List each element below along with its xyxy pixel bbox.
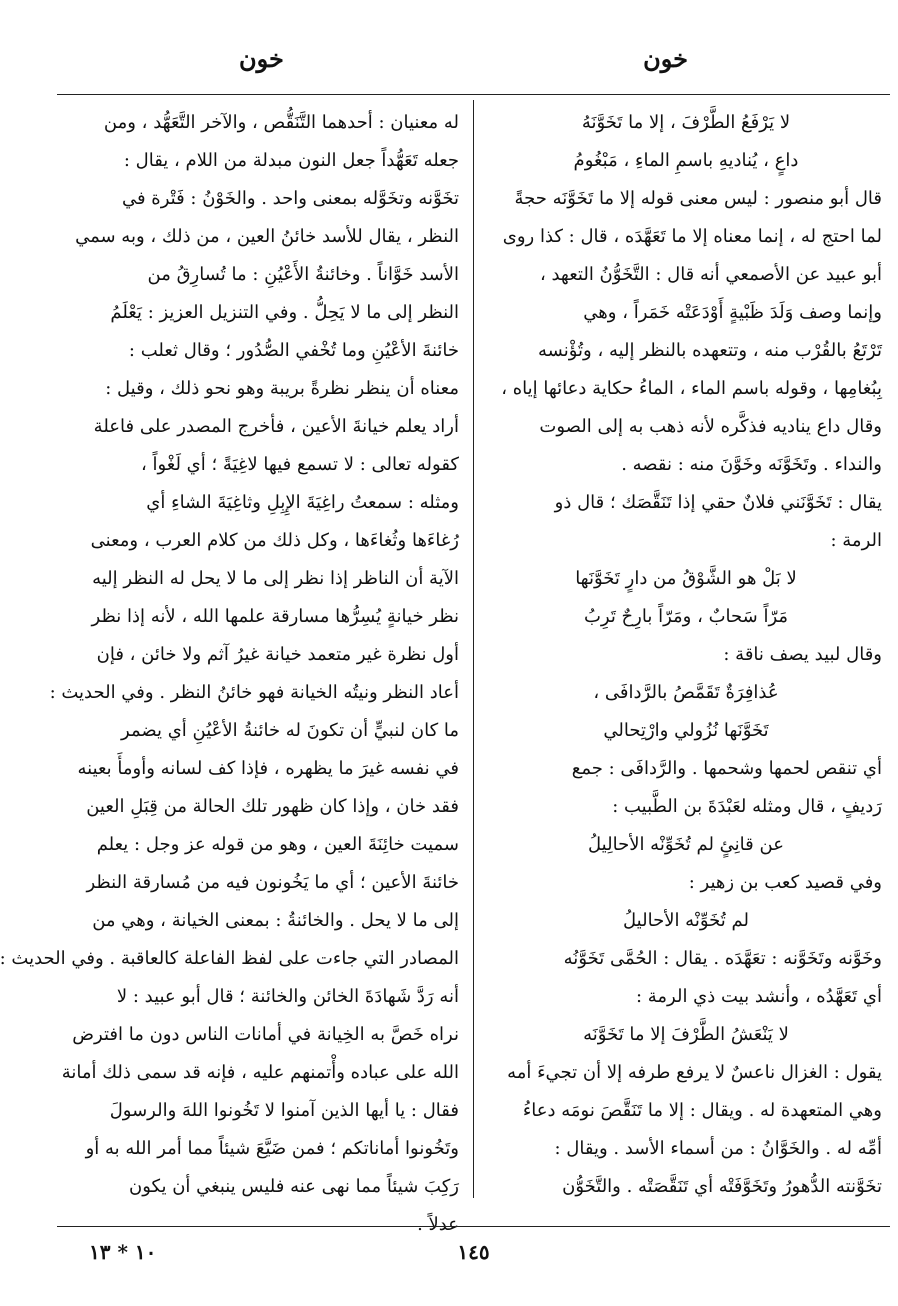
text-line: والنداء . وتَخَوَّنَه وخَوَّنَ منه : نقصه . xyxy=(621,454,882,475)
verse-line: لم تُخَوِّنْه الأحاليلُ xyxy=(623,910,749,931)
text-line: رُغاءَها وثُغاءَها ، وكل ذلك من كلام العرب ، ومعنى xyxy=(90,530,459,551)
header-word-left: خون xyxy=(239,44,284,73)
text-line: النظر ، يقال للأسد خائنُ العين ، من ذلك ، وبه سمي xyxy=(75,226,459,247)
text-line: نظر خيانةٍ يُسِرُّها مسارقة علمها الله ، لأنه إذا نظر xyxy=(91,606,459,627)
verse-line: عُذافِرَةٌ تَقَمَّصُ بالرَّدافَى ، xyxy=(593,682,779,703)
text-line: أنه رَدَّ شَهادَةَ الخائن والخائنة ؛ قال أبو عبيد : لا xyxy=(116,986,459,1007)
text-line: ومثله : سمعتُ راغِيَةَ الإِبِلِ وثاغِيَةَ الشاءِ أي xyxy=(146,492,459,513)
text-line: يقول : الغزال ناعسٌ لا يرفع طرفه إلا أن تجيءَ أمه xyxy=(507,1062,882,1083)
text-line: أي تنقص لحمها وشحمها . والرَّدافَى : جمع xyxy=(571,758,882,779)
text-line: تَرْتَعُ بالقُرْب منه ، وتتعهده بالنظر إليه ، وتُؤْنسه xyxy=(538,340,882,361)
text-line: وهي المتعهدة له . ويقال : إلا ما تَنَقَّصَ نومَه دعاءُ xyxy=(522,1100,882,1121)
text-line: خائنةَ الأعْيُنِ وما تُخْفي الصُّدُور ؛ وقال ثعلب : xyxy=(128,340,459,361)
left-column xyxy=(0,104,459,1244)
text-line: أول نظرة غير متعمد خيانة غيرُ آثم ولا خائن ، فإن xyxy=(96,644,459,665)
text-line: سميت خائِنَةَ العين ، وهو من قوله عز وجل : يعلم xyxy=(96,834,459,855)
text-line: فقد خان ، وإذا كان ظهور تلك الحالة من قِبَلِ العين xyxy=(86,796,459,817)
verse-line: لا يَرْفَعُ الطَّرْفَ ، إلا ما تَخَوَّنَهُ xyxy=(581,112,791,133)
text-line: يقال : تَخَوَّنَني فلانٌ حقي إذا تَنَقَّصَك ؛ قال ذو xyxy=(554,492,882,513)
text-line: الرمة : xyxy=(830,530,882,551)
text-line: تخَوَّنته الدُّهورُ وتَخَوَّفَتْه أي تَنَقَّصَتْه . والتَّخَوُّن xyxy=(562,1176,882,1197)
text-line: أي تَعَهَّدُه ، وأنشد بيت ذي الرمة : xyxy=(635,986,882,1007)
text-line: معناه أن ينظر نظرةً بريبة وهو نحو ذلك ، وقيل : xyxy=(105,378,459,399)
column-divider xyxy=(473,100,474,1198)
verse-line: لا يَنْعَشُ الطَّرْفَ إلا ما تَخَوَّنَه xyxy=(583,1024,789,1045)
header-word-right: خون xyxy=(643,44,688,73)
text-line: أعاد النظر ونيتُه الخيانة فهو خائنُ النظر . وفي الحديث : xyxy=(49,682,459,703)
text-line: النظر إلى ما لا يَحِلُّ . وفي التنزيل العزيز : يَعْلَمُ xyxy=(110,302,459,323)
right-column xyxy=(490,104,882,1206)
text-line: رَكِبَ شيئاً مما نهى عنه فليس ينبغي أن يكون xyxy=(129,1176,459,1197)
text-line: وقال داع يناديه فذكَّره لأنه ذهب به إلى الصوت xyxy=(539,416,882,437)
text-line: رَديفٍ ، قال ومثله لعَبْدَةَ بن الطَّبيب : xyxy=(612,796,882,817)
text-line: أبو عبيد عن الأصمعي أنه قال : التَّخَوُّنُ التعهد ، xyxy=(539,264,882,285)
text-line: الله على عباده وأْتمنهم عليه ، فإنه قد سمى ذلك أمانة xyxy=(61,1062,459,1083)
text-line: كقوله تعالى : لا تسمع فيها لاغِيَةً ؛ أي لَغْواً ، xyxy=(140,454,459,475)
verse-line: مَرّاً سَحابٌ ، ومَرّاً بارِحٌ تَرِبُ xyxy=(583,606,789,627)
page-number: ١٤٥ xyxy=(457,1240,490,1264)
text-line: فقال : يا أيها الذين آمنوا لا تَخُونوا اللهَ والرسولَ xyxy=(109,1100,459,1121)
text-line: عدلاً . xyxy=(417,1214,459,1235)
text-line: وإنما وصف وَلَدَ ظَبْيةٍ أَوْدَعَتْه خَمَراً ، وهي xyxy=(583,302,882,323)
top-rule xyxy=(57,94,890,95)
signature-mark: ١٠ * ١٣ xyxy=(89,1240,157,1264)
text-line: الأسد خَوَّاناً . وخائنةُ الأَعْيُنِ : ما تُسارِقُ من xyxy=(147,264,459,285)
text-line: بِبُغامِها ، وقوله باسم الماء ، الماءُ حكاية دعائها إياه ، xyxy=(501,378,882,399)
text-line: جعله تَعَهُّداً جعل النون مبدلة من اللام ، يقال : xyxy=(123,150,459,171)
text-line: في نفسه غيرَ ما يظهره ، فإذا كف لسانه وأومأَ بعينه xyxy=(77,758,459,779)
text-line: أراد يعلم خيانةَ الأعين ، فأخرج المصدر على فاعلة xyxy=(93,416,459,437)
text-line: وفي قصيد كعب بن زهير : xyxy=(688,872,882,893)
text-line: قال أبو منصور : ليس معنى قوله إلا ما تَخَوَّنَه حجةً xyxy=(514,188,882,209)
text-line: إلى ما لا يحل . والخائنةُ : بمعنى الخيانة ، وهي من xyxy=(92,910,459,931)
text-line: المصادر التي جاءت على لفظ الفاعلة كالعاقبة . وفي الحديث : xyxy=(0,948,459,969)
text-line: ما كان لنبيٍّ أن تكونَ له خائنةُ الأعْيُنِ أي يضمر xyxy=(121,720,459,741)
text-line: خائنةَ الأعين ؛ أي ما يَخُونون فيه من مُسارقة النظر xyxy=(86,872,459,893)
verse-line: عن قانِئٍ لم تُخَوِّنْه الأحالِيلُ xyxy=(588,834,784,855)
text-line: وتَخُونوا أماناتكم ؛ فمن ضَيَّعَ شيئاً مما أمر الله به أو xyxy=(85,1138,459,1159)
text-line: له معنيان : أحدهما التَّنَقُّص ، والآخر التَّعَهُّد ، ومن xyxy=(103,112,459,133)
verse-line: داعٍ ، يُناديهِ باسمِ الماءِ ، مَبْغُومُ xyxy=(573,150,799,171)
text-line: نراه خَصَّ به الخِيانة في أمانات الناس دون ما افترض xyxy=(72,1024,459,1045)
verse-line: تَخَوَّنَها نُزُولي وارْتِحالي xyxy=(603,720,769,741)
verse-line: لا بَلْ هو الشَّوْقُ من دارٍ تَخَوَّنَها xyxy=(575,568,797,589)
text-line: لما احتج له ، إنما معناه إلا ما تَعَهَّدَه ، قال : كذا روى xyxy=(502,226,882,247)
text-line: أمِّه له . والخَوَّانُ : من أسماء الأسد . ويقال : xyxy=(554,1138,882,1159)
text-line: وخَوَّنه وتَخَوَّنه : تعَهَّدَه . يقال : الحُمَّى تَخَوَّنُه xyxy=(563,948,882,969)
text-line: وقال لبيد يصف ناقة : xyxy=(723,644,882,665)
text-line: تخَوَّنه وتخَوَّله بمعنى واحد . والخَوْنُ : فَتْرة في xyxy=(121,188,459,209)
text-line: الآية أن الناظر إذا نظر إلى ما لا يحل له النظر إليه xyxy=(92,568,459,589)
bottom-rule xyxy=(57,1226,890,1227)
